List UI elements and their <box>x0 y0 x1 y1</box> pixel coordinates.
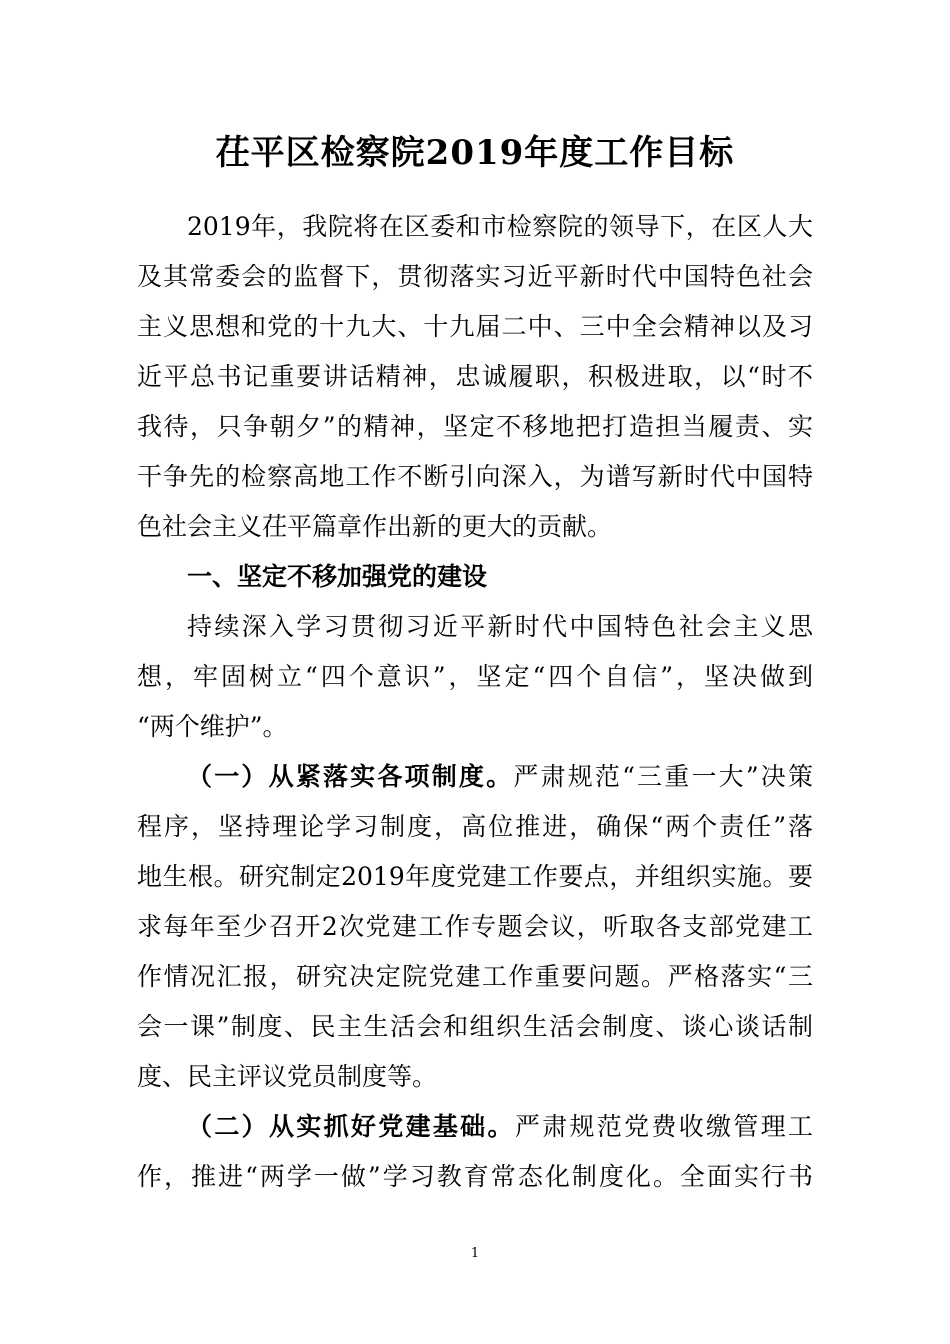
item-lead: （一）从紧落实各项制度。 <box>187 762 514 791</box>
intro-line: 色社会主义茌平篇章作出新的更大的贡献。 <box>137 512 613 541</box>
intro-line: 2019年，我院将在区委和市检察院的领导下，在区人大 <box>187 212 813 241</box>
section-paragraph-line: 想，牢固树立“四个意识”，坚定“四个自信”，坚决做到 <box>137 662 813 691</box>
intro-line: 我待，只争朝夕”的精神，坚定不移地把打造担当履责、实 <box>137 412 813 441</box>
item-lead: （二）从实抓好党建基础。 <box>187 1112 515 1141</box>
item-line: 会一课”制度、民主生活会和组织生活会制度、谈心谈话制 <box>137 1012 813 1041</box>
item-text: 严肃规范“三重一大”决策 <box>513 762 813 791</box>
item-text: 严肃规范党费收缴管理工 <box>514 1112 813 1141</box>
intro-line: 及其常委会的监督下，贯彻落实习近平新时代中国特色社会 <box>137 262 813 291</box>
intro-line: 干争先的检察高地工作不断引向深入，为谱写新时代中国特 <box>137 462 813 491</box>
item-line: 作情况汇报，研究决定院党建工作重要问题。严格落实“三 <box>137 962 813 991</box>
item-first-line <box>137 1102 813 1152</box>
section-paragraph-line: “两个维护”。 <box>137 712 288 741</box>
item-line: 求每年至少召开2次党建工作专题会议，听取各支部党建工 <box>137 912 813 941</box>
item-line: 度、民主评议党员制度等。 <box>137 1062 438 1091</box>
item-first-line <box>137 752 813 802</box>
intro-line: 近平总书记重要讲话精神，忠诚履职，积极进取，以“时不 <box>137 362 813 391</box>
page-number: 1 <box>470 1246 480 1261</box>
item-line: 程序，坚持理论学习制度，高位推进，确保“两个责任”落 <box>137 812 813 841</box>
document-title: 茌平区检察院2019年度工作目标 <box>215 133 735 173</box>
item-line: 地生根。研究制定2019年度党建工作要点，并组织实施。要 <box>137 862 813 891</box>
section-paragraph-line: 持续深入学习贯彻习近平新时代中国特色社会主义思 <box>187 612 813 641</box>
item-line: 作，推进“两学一做”学习教育常态化制度化。全面实行书 <box>137 1162 813 1191</box>
document-body <box>137 202 813 1202</box>
section-heading: 一、坚定不移加强党的建设 <box>187 562 488 591</box>
intro-line: 主义思想和党的十九大、十九届二中、三中全会精神以及习 <box>137 312 813 341</box>
